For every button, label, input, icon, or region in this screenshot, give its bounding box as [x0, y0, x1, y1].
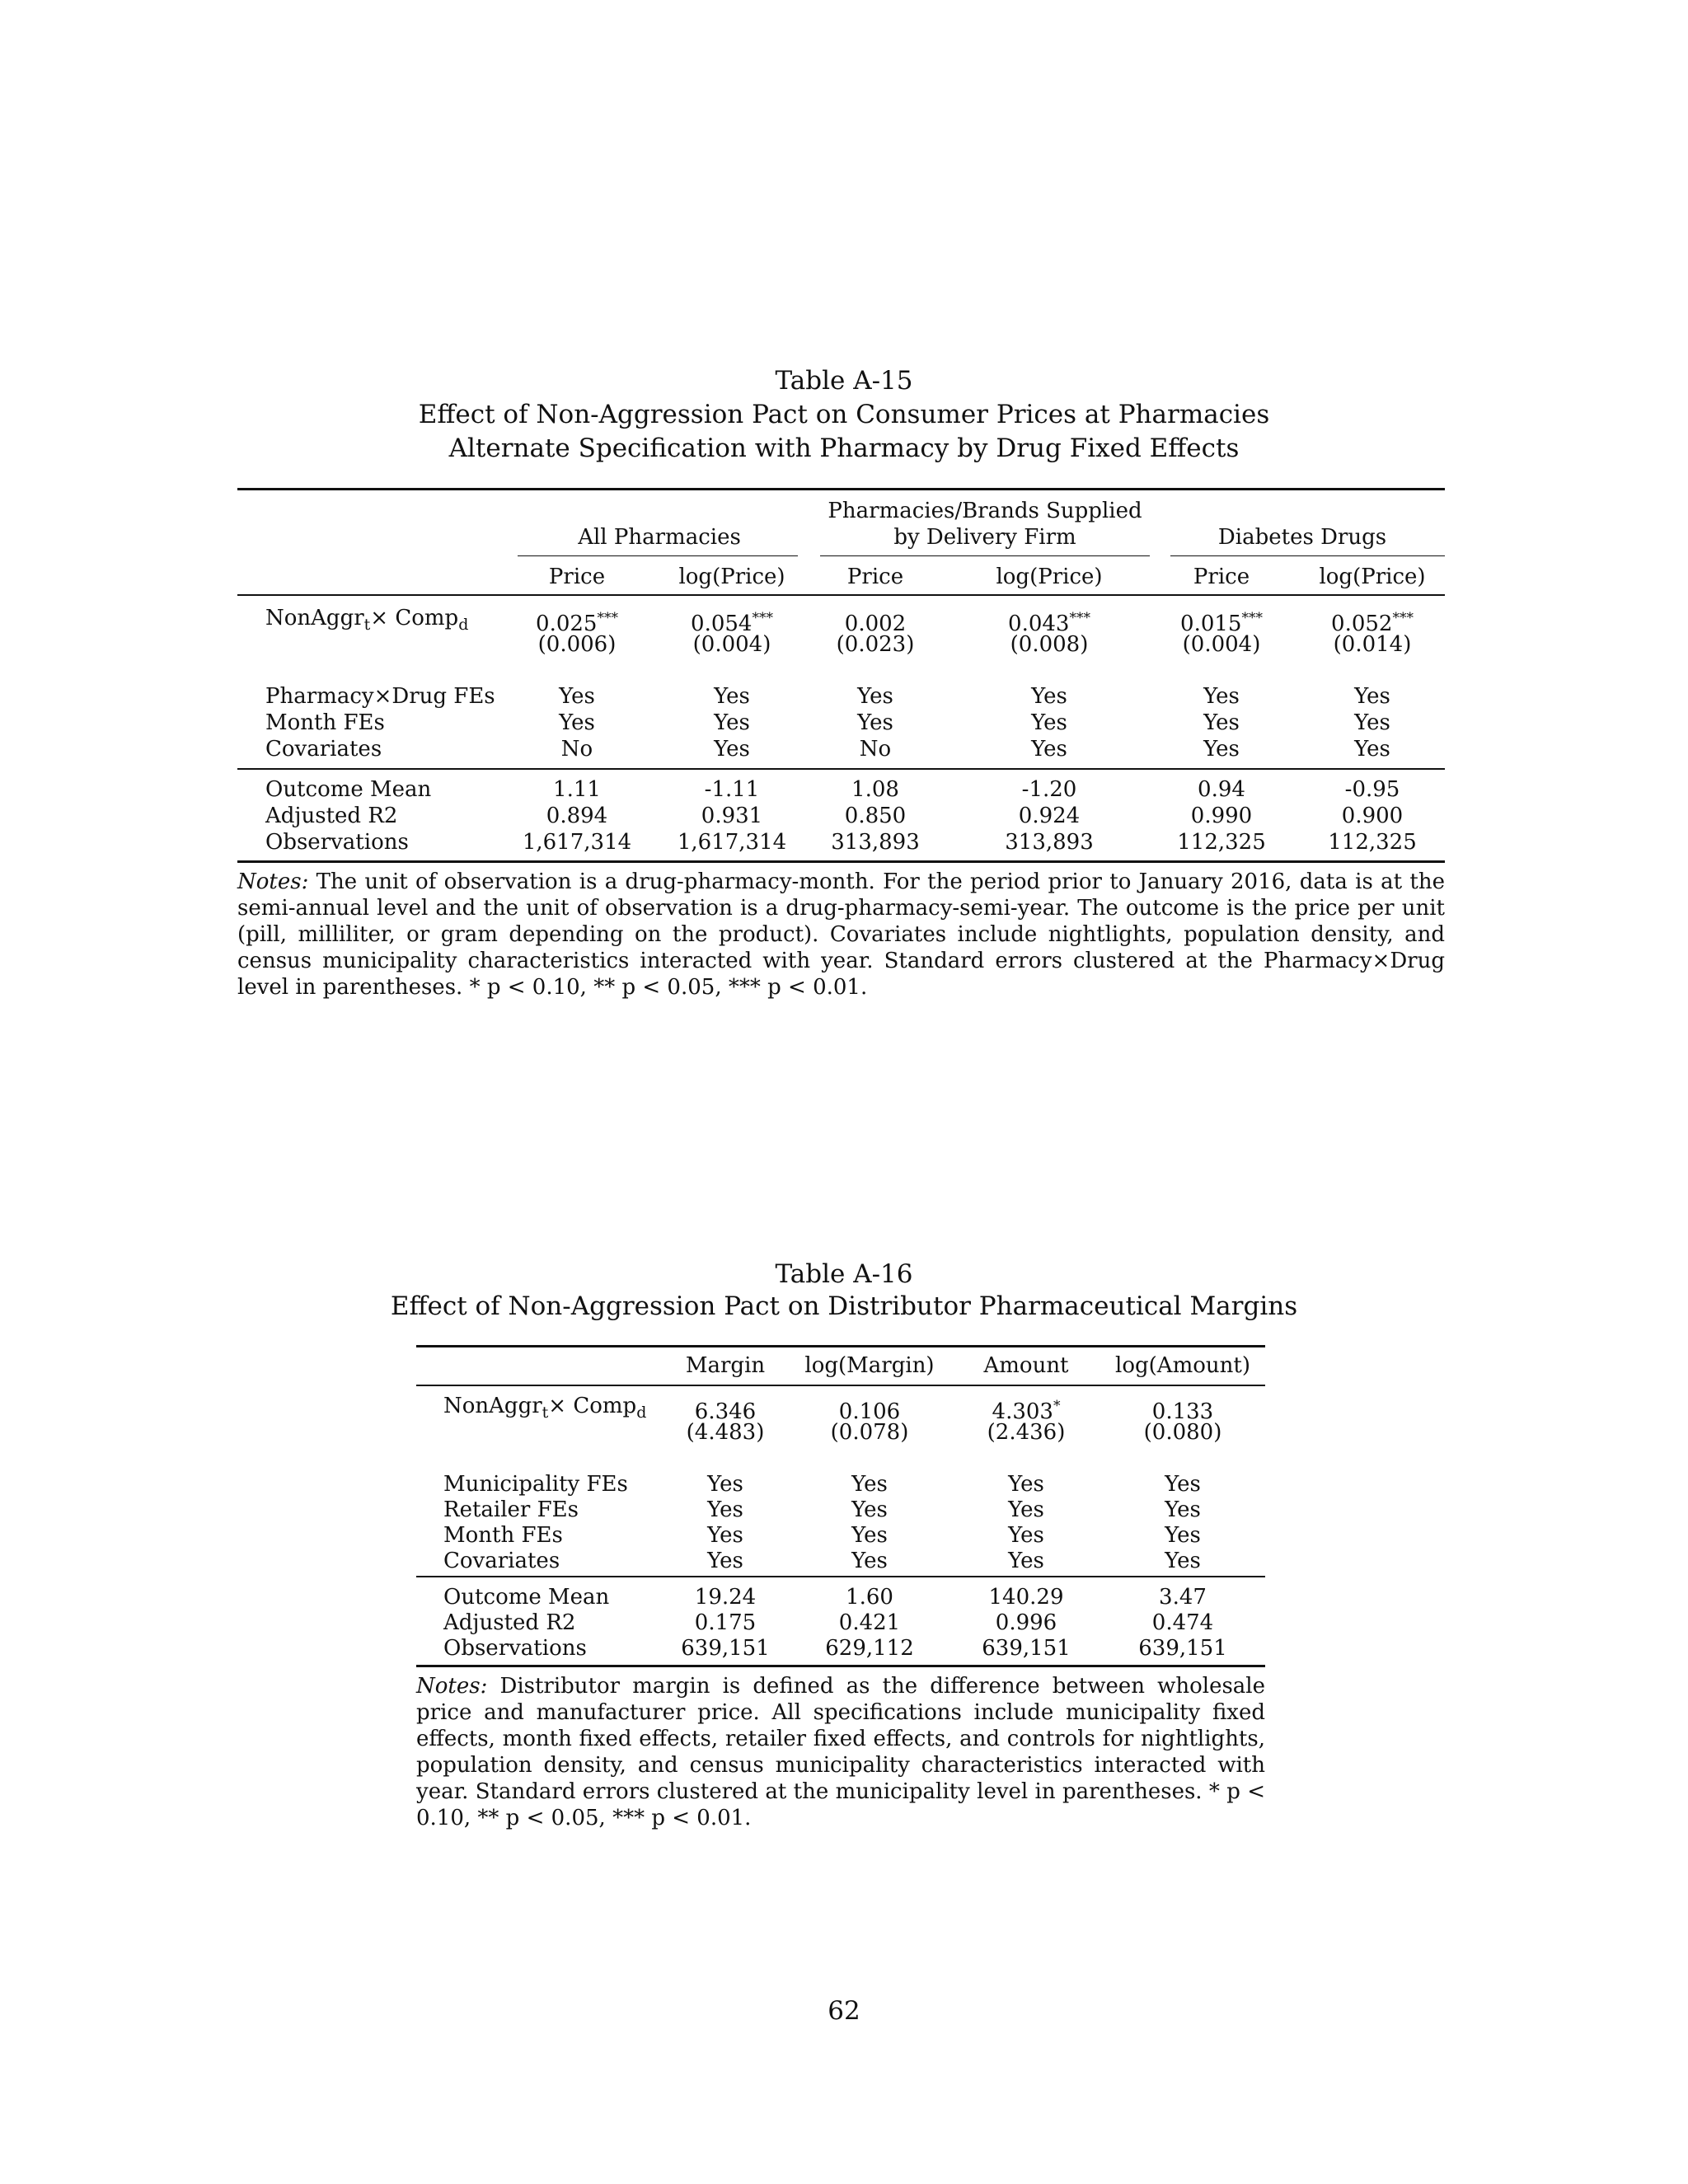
- table-cell: 140.29: [988, 1585, 1064, 1610]
- table-cell: Yes: [857, 684, 893, 709]
- table-cell: Yes: [851, 1472, 888, 1497]
- row-label: Municipality FEs: [443, 1472, 628, 1497]
- column-header: log(Amount): [1115, 1353, 1250, 1378]
- table-cell: No: [859, 737, 892, 762]
- group-header-all-pharmacies: All Pharmacies: [578, 525, 741, 550]
- table-a15-title: Effect of Non-Aggression Pact on Consumer Prices at Pharmacies: [418, 400, 1270, 429]
- column-header: Amount: [983, 1353, 1069, 1378]
- coef-value: 0.015***: [1180, 610, 1263, 636]
- std-error: (0.004): [1182, 632, 1261, 657]
- row-label: Month FEs: [443, 1523, 563, 1548]
- column-header: Price: [846, 565, 904, 589]
- table-cell: Yes: [714, 684, 750, 709]
- coef-row-label: NonAggr$_t$× Comp$_d$: [265, 606, 469, 634]
- table-cell: Yes: [1008, 1523, 1044, 1548]
- coef-value: 6.346: [694, 1399, 757, 1424]
- table-cell: Yes: [1165, 1472, 1201, 1497]
- group-header-delivery-1: Pharmacies/Brands Supplied: [828, 499, 1142, 523]
- coef-value: 0.106: [838, 1399, 901, 1424]
- table-cell: Yes: [1008, 1549, 1044, 1573]
- table-cell: Yes: [1008, 1472, 1044, 1497]
- table-cell: Yes: [1203, 710, 1240, 735]
- table-cell: 112,325: [1328, 830, 1417, 855]
- table-cell: -1.11: [704, 777, 760, 802]
- row-label: Retailer FEs: [443, 1497, 579, 1522]
- top-rule: [237, 488, 1445, 490]
- table-cell: 0.990: [1190, 804, 1253, 828]
- table-cell: Yes: [707, 1472, 743, 1497]
- column-header: log(Price): [1319, 565, 1426, 589]
- table-cell: 0.474: [1151, 1610, 1214, 1635]
- table-cell: Yes: [851, 1497, 888, 1522]
- midrule: [237, 768, 1445, 770]
- page-number: 62: [828, 1996, 860, 2026]
- table-cell: 1,617,314: [522, 830, 632, 855]
- group-underline: [518, 555, 798, 556]
- coef-value: 0.052***: [1331, 610, 1414, 636]
- std-error: (0.078): [830, 1420, 909, 1445]
- row-label: Outcome Mean: [265, 777, 432, 802]
- table-cell: Yes: [1354, 710, 1390, 735]
- table-cell: Yes: [714, 710, 750, 735]
- column-header: log(Price): [996, 565, 1103, 589]
- table-a15-label: Table A-15: [775, 366, 913, 396]
- column-header: log(Price): [678, 565, 785, 589]
- row-label: Adjusted R2: [265, 804, 398, 828]
- table-cell: 0.850: [844, 804, 907, 828]
- table-a16-notes: Notes: Distributor margin is defined as the difference between wholesale price and manufacturer price. All specifications include municipality fixed effects, month fixed effects, retailer fixed effects, and controls for nightlights, population density, and census municipality characteristics interacted with year. Standard errors clustered at the municipality level in parentheses. * p < 0.10, ** p < 0.05, *** p < 0.01.: [416, 1674, 1266, 1830]
- table-cell: Yes: [1031, 737, 1067, 762]
- table-cell: 1.08: [851, 777, 899, 802]
- table-cell: 313,893: [1005, 830, 1094, 855]
- table-a15-subtitle: Alternate Specification with Pharmacy by Drug Fixed Effects: [448, 434, 1240, 463]
- table-cell: Yes: [559, 710, 595, 735]
- table-cell: 3.47: [1159, 1585, 1207, 1610]
- table-cell: Yes: [851, 1549, 888, 1573]
- table-cell: Yes: [1203, 684, 1240, 709]
- group-header-diabetes: Diabetes Drugs: [1217, 525, 1387, 550]
- coef-value: 0.043***: [1008, 610, 1090, 636]
- table-cell: No: [560, 737, 593, 762]
- table-cell: 19.24: [694, 1585, 757, 1610]
- table-a16-label: Table A-16: [775, 1259, 913, 1289]
- table-cell: Yes: [1008, 1497, 1044, 1522]
- std-error: (0.004): [692, 632, 771, 657]
- table-cell: Yes: [1165, 1549, 1201, 1573]
- column-header: Price: [1193, 565, 1250, 589]
- row-label: Pharmacy×Drug FEs: [265, 684, 495, 709]
- row-label: Month FEs: [265, 710, 385, 735]
- std-error: (0.023): [836, 632, 915, 657]
- std-error: (0.008): [1010, 632, 1089, 657]
- table-a15-notes: Notes: The unit of observation is a drug-pharmacy-month. For the period prior to January 2016, data is at the semi-annual level and the unit of observation is a drug-pharmacy-semi-year. The outcome is the price per unit (pill, milliliter, or gram depending on the product). Covariates include nightlights, population density, and census municipality characteristics interacted with year. Standard errors clustered at the Pharmacy×Drug level in parentheses. * p < 0.10, ** p < 0.05, *** p < 0.01.: [237, 869, 1446, 1000]
- std-error: (0.014): [1333, 632, 1412, 657]
- table-cell: Yes: [851, 1523, 888, 1548]
- table-cell: Yes: [1165, 1523, 1201, 1548]
- table-cell: 0.175: [694, 1610, 757, 1635]
- table-cell: 639,151: [1138, 1636, 1227, 1661]
- bottom-rule: [416, 1665, 1265, 1667]
- table-cell: Yes: [707, 1497, 743, 1522]
- row-label: Covariates: [265, 737, 382, 762]
- row-label: Adjusted R2: [443, 1610, 576, 1635]
- table-cell: -1.20: [1021, 777, 1077, 802]
- column-header: log(Margin): [804, 1353, 935, 1378]
- table-cell: 0.421: [838, 1610, 901, 1635]
- std-error: (0.006): [537, 632, 617, 657]
- table-a16-title: Effect of Non-Aggression Pact on Distributor Pharmaceutical Margins: [390, 1291, 1298, 1321]
- table-cell: 639,151: [982, 1636, 1071, 1661]
- header-rule: [237, 594, 1445, 596]
- table-cell: Yes: [1165, 1497, 1201, 1522]
- table-cell: 1.11: [553, 777, 601, 802]
- table-cell: Yes: [1354, 684, 1390, 709]
- table-cell: Yes: [714, 737, 750, 762]
- table-cell: 112,325: [1177, 830, 1266, 855]
- column-header: Margin: [685, 1353, 766, 1378]
- std-error: (0.080): [1143, 1420, 1222, 1445]
- row-label: Covariates: [443, 1549, 560, 1573]
- table-cell: 0.900: [1341, 804, 1404, 828]
- column-header: Price: [548, 565, 606, 589]
- row-label: Observations: [443, 1636, 587, 1661]
- table-cell: 639,151: [681, 1636, 770, 1661]
- std-error: (2.436): [987, 1420, 1066, 1445]
- bottom-rule: [237, 860, 1445, 863]
- table-cell: Yes: [857, 710, 893, 735]
- table-cell: Yes: [559, 684, 595, 709]
- table-cell: -0.95: [1344, 777, 1400, 802]
- table-cell: 0.996: [995, 1610, 1057, 1635]
- table-cell: Yes: [1354, 737, 1390, 762]
- group-underline: [1170, 555, 1445, 556]
- table-cell: Yes: [1031, 710, 1067, 735]
- coef-value: 0.002: [844, 612, 907, 636]
- std-error: (4.483): [686, 1420, 765, 1445]
- row-label: Outcome Mean: [443, 1585, 610, 1610]
- group-underline: [820, 555, 1150, 556]
- header-rule: [416, 1385, 1265, 1386]
- table-cell: 313,893: [831, 830, 920, 855]
- table-cell: 1,617,314: [677, 830, 787, 855]
- table-cell: Yes: [1031, 684, 1067, 709]
- table-cell: Yes: [1203, 737, 1240, 762]
- table-cell: 0.894: [546, 804, 608, 828]
- table-cell: 1.60: [846, 1585, 893, 1610]
- coef-value: 0.133: [1151, 1399, 1214, 1424]
- table-cell: 629,112: [825, 1636, 914, 1661]
- table-cell: 0.94: [1198, 777, 1245, 802]
- table-cell: Yes: [707, 1523, 743, 1548]
- group-header-delivery-2: by Delivery Firm: [893, 525, 1076, 550]
- coef-row-label: NonAggr$_t$× Comp$_d$: [443, 1394, 647, 1422]
- coef-value: 0.054***: [691, 610, 773, 636]
- table-cell: Yes: [707, 1549, 743, 1573]
- top-rule: [416, 1345, 1265, 1347]
- table-cell: 0.924: [1018, 804, 1081, 828]
- midrule: [416, 1576, 1265, 1577]
- table-cell: 0.931: [701, 804, 763, 828]
- row-label: Observations: [265, 830, 409, 855]
- coef-value: 0.025***: [536, 610, 618, 636]
- coef-value: 4.303*: [992, 1398, 1061, 1424]
